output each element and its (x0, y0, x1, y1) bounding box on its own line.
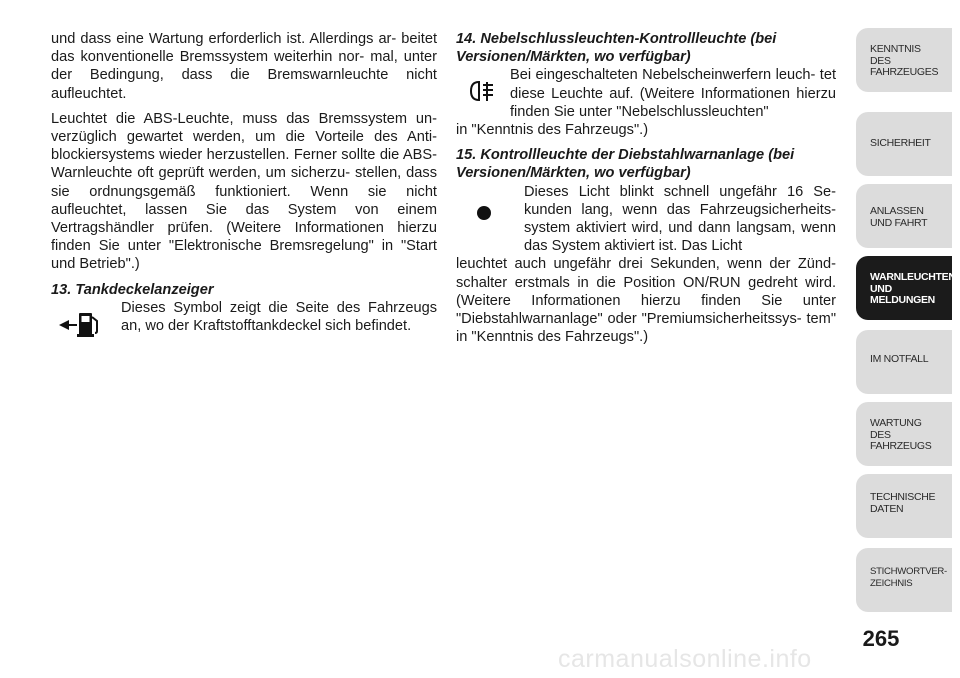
tab-label: STICHWORTVER- ZEICHNIS (870, 566, 947, 589)
chapter-tabs (856, 0, 960, 678)
heading-fog-light-a: 14. Nebelschlussleuchten-Kontrollleuchte (bei (456, 31, 777, 47)
watermark: carmanualsonline.info (558, 645, 812, 673)
fuel-door-block (51, 299, 437, 335)
left-column (51, 30, 437, 335)
rear-fog-light-icon (468, 78, 496, 109)
tab-notfall[interactable] (856, 330, 952, 394)
tab-label: WARTUNG DES FAHRZEUGS (870, 417, 932, 452)
tab-label: WARNLEUCHTEN UND MELDUNGEN (870, 271, 956, 306)
right-column (456, 30, 836, 353)
security-light-icon (476, 205, 492, 226)
tab-wartung[interactable] (856, 402, 952, 466)
fog-light-text-continued: in "Kenntnis des Fahrzeugs".) (456, 122, 649, 139)
tab-label: KENNTNIS DES FAHRZEUGES (870, 43, 939, 78)
heading-theft-alarm-a: 15. Kontrollleuchte der Diebstahlwarnanlage (bei (456, 147, 795, 164)
tab-label: TECHNISCHE DATEN (870, 491, 936, 515)
tab-technische-daten[interactable] (856, 474, 952, 538)
tab-label: ANLASSEN UND FAHRT (870, 205, 928, 229)
theft-alarm-text: Dieses Licht blinkt schnell ungefähr 16 Se- kunden lang, wenn das Fahrzeugsicherheits- system aktiviert wird, und dann langsam, wenn das System aktiviert ist. Das Licht (524, 183, 836, 255)
fuel-door-text: Dieses Symbol zeigt die Seite des Fahrzeugs an, wo der Kraftstofftankdeckel sich befindet. (121, 299, 437, 335)
page-number: 265 (862, 626, 900, 651)
tab-anlassen[interactable] (856, 184, 952, 248)
heading-theft-alarm-b: Versionen/Märkten, wo verfügbar) (456, 165, 691, 182)
tab-label: IM NOTFALL (870, 353, 929, 365)
fuel-pump-icon (57, 309, 103, 344)
tab-stichwortverzeichnis[interactable] (856, 548, 952, 612)
tab-kenntnis[interactable] (856, 28, 952, 92)
heading-fog-light-b: Versionen/Märkten, wo verfügbar) (456, 49, 691, 66)
tab-warnleuchten[interactable] (856, 256, 956, 320)
fog-light-block (456, 66, 836, 121)
heading-fuel-door: 13. Tankdeckelanzeiger (51, 281, 214, 298)
tab-sicherheit[interactable] (856, 112, 952, 176)
paragraph-abs-light: Leuchtet die ABS-Leuchte, muss das Bremssystem un- verzüglich gewartet werden, um die Vorteile des Anti- blockiersystems wieder herzustellen. Ferner sollte die ABS-Warnleuchte oft geprüft werden, um sicherzu- stellen, dass sie ordnungsgemäß funktioniert. Wenn sie nicht aufleuchtet, lassen Sie das System von einem Vertragshändler prüfen. (Weitere Informationen hierzu finden Sie unter "Elektronische Bremsregelung" in "Start und Betrieb".) (51, 110, 437, 273)
paragraph-brake-system: und dass eine Wartung erforderlich ist. Allerdings ar- beitet das konventionelle Bremssystem weiterhin nor- mal, unter der Bedingung, dass die Bremswarnleuchte nicht aufleuchtet. (51, 31, 437, 102)
fog-light-text: Bei eingeschalteten Nebelscheinwerfern leuch- tet diese Leuchte auf. (Weitere Informationen hierzu finden Sie unter "Nebelschlussleuchten" (510, 67, 836, 120)
theft-alarm-text-continued: leuchtet auch ungefähr drei Sekunden, wenn der Zünd- schalter erstmals in die Position ON/RUN gedreht wird. (Weitere Informationen hierzu finden Sie unter "Diebstahlwarnanlage" oder "Premiumsicherheitssys- tem" in "Kenntnis des Fahrzeugs".) (456, 256, 836, 346)
theft-alarm-block (456, 183, 836, 256)
tab-label: SICHERHEIT (870, 137, 931, 149)
